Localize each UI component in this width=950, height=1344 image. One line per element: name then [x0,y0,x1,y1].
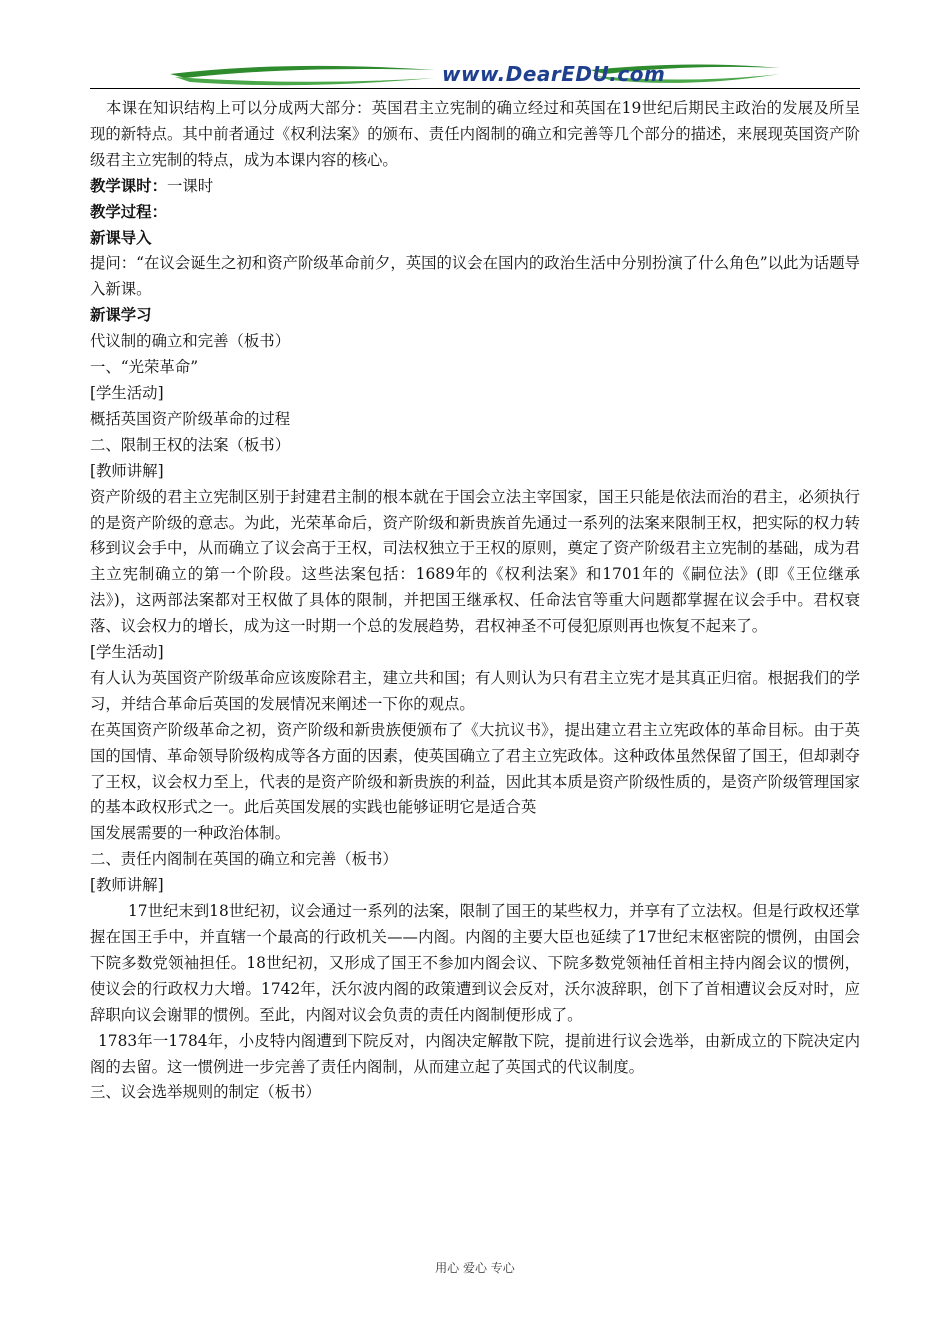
site-header [90,58,860,92]
explain-paragraph-3: 1783年一1784年，小皮特内阁遭到下院反对，内阁决定解散下院，提前进行议会选举，由新成立的下院决定内阁的去留。这一惯例进一步完善了责任内阁制，从而建立起了英国式的代议制度。 [90,1031,860,1076]
intro-paragraph: 本课在知识结构上可以分成两大部分：英国君主立宪制的确立经过和英国在19世纪后期民主政治的发展及所呈现的新特点。其中前者通过《权利法案》的颁布、责任内阁制的确立和完善等几个部分的描述，来展现英国资产阶级君主立宪制的特点，成为本课内容的核心。 [90,99,860,169]
lesson-time-label: 教学课时： [90,176,167,195]
teacher-explain-label: [教师讲解] [90,461,164,480]
heading-new-lesson-intro: 新课导入 [90,228,152,247]
heading-teaching-process: 教学过程： [90,202,167,221]
site-logo-text[interactable]: www.DearEDU.com [442,62,666,86]
section-election-rules: 三、议会选举规则的制定（板书） [90,1083,321,1102]
document-body [90,96,860,1106]
student-activity-label: [学生活动] [90,383,164,402]
section-glorious-revolution: 一、“光荣革命” [90,358,199,377]
answer-paragraph: 在英国资产阶级革命之初，资产阶级和新贵族便颁布了《大抗议书》，提出建立君主立宪政体的革命目标。由于英国的国情、革命领导阶级构成等各方面的因素，使英国确立了君主立宪政体。这种政体虽然保留了国王，但却剥夺了王权，议会权力至上，代表的是资产阶级和新贵族的利益，因此其本质是资产阶级性质的，是资产阶级管理国家的基本政权形式之一。此后英国发展的实践也能够证明它是适合英 [90,720,860,817]
explain-paragraph-1: 资产阶级的君主立宪制区别于封建君主制的根本就在于国会立法主宰国家，国王只能是依法而治的君主，必须执行的是资产阶级的意志。为此，光荣革命后，资产阶级和新贵族首先通过一系列的法案来限制王权，把实际的权力转移到议会手中，从而确立了议会高于王权，司法权独立于王权的原则，奠定了资产阶级君主立宪制的基础，成为君主立宪制确立的第一个阶段。这些法案包括：1689年的《权利法案》和1701年的《嗣位法》(即《王位继承法》)，这两部法案都对王权做了具体的限制，并把国王继承权、任命法官等重大问题都掌握在议会手中。君权衰落、议会权力的增长，成为这一时期一个总的发展趋势，君权神圣不可侵犯原则再也恢复不起来了。 [90,487,860,636]
answer-paragraph-cont: 国发展需要的一种政治体制。 [90,824,291,843]
student-activity-label: [学生活动] [90,643,164,662]
activity-text: 概括英国资产阶级革命的过程 [90,409,291,428]
section-cabinet-system: 二、责任内阁制在英国的确立和完善（板书） [90,850,398,869]
page-footer: 用心 爱心 专心 [435,1261,515,1275]
board-title: 代议制的确立和完善（板书） [90,332,291,351]
heading-new-lesson-study: 新课学习 [90,306,152,325]
explain-paragraph-2: 17世纪末到18世纪初，议会通过一系列的法案，限制了国王的某些权力，并享有了立法权。但是行政权还掌握在国王手中，并直辖一个最高的行政机关——内阁。内阁的主要大臣也延续了17世纪末枢密院的惯例，由国会下院多数党领袖担任。18世纪初，又形成了国王不参加内阁会议、下院多数党领袖任首相主持内阁会议的惯例，使议会的行政权力大增。1742年，沃尔波内阁的政策遭到议会反对，沃尔波辞职，创下了首相遭议会反对时，应辞职向议会谢罪的惯例。至此，内阁对议会负责的责任内阁制便形成了。 [90,902,860,1024]
teacher-explain-label: [教师讲解] [90,876,164,895]
activity-paragraph: 有人认为英国资产阶级革命应该废除君主，建立共和国；有人则认为只有君主立宪才是其真正归宿。根据我们的学习，并结合革命后英国的发展情况来阐述一下你的观点。 [90,668,860,713]
header-rule [90,88,860,89]
lesson-time-line [90,174,860,200]
question-paragraph: 提问：“在议会诞生之初和资产阶级革命前夕，英国的议会在国内的政治生活中分别扮演了什么角色”以此为话题导入新课。 [90,254,860,299]
lesson-time-value: 一课时 [166,176,214,195]
section-limit-royal-power: 二、限制王权的法案（板书） [90,435,291,454]
